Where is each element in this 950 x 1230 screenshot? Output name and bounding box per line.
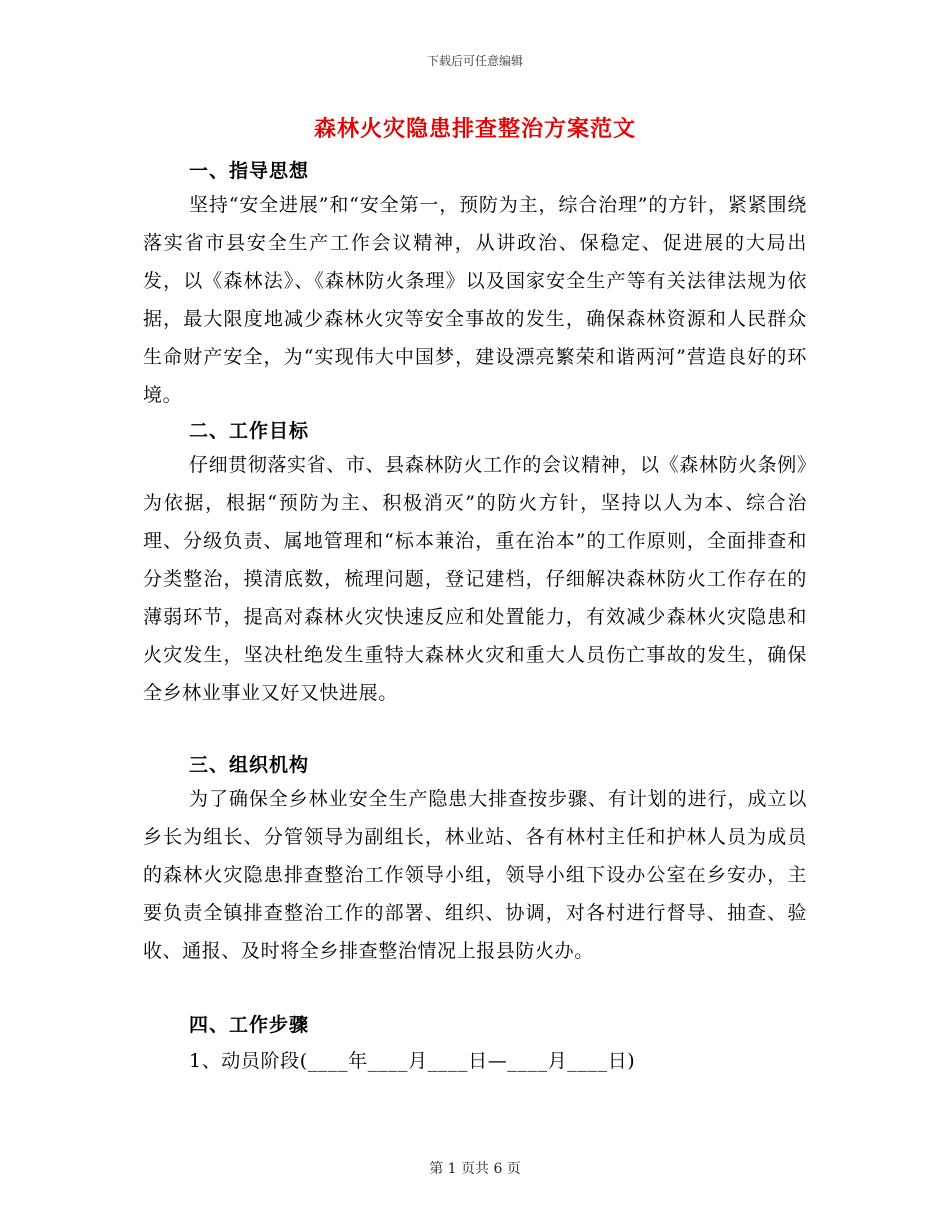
section-paragraph-3: 为了确保全乡林业安全生产隐患大排查按步骤、有计划的进行，成立以乡长为组长、分管领导为副组长，林业站、各有林村主任和护林人员为成员的森林火灾隐患排查整治工作领导小组，领导小组下设办公室在乡安办，主要负责全镇排查整治工作的部署、组织、协调，对各村进行督导、抽查、验收、通报、及时将全乡排查整治情况上报县防火办。	[143, 788, 807, 962]
step-1-line: 1、动员阶段(____年____月____日—____月____日)	[189, 1050, 636, 1072]
section-heading-3: 三、组织机构	[189, 754, 310, 776]
document-title: 森林火灾隐患排查整治方案范文	[313, 116, 636, 142]
section-heading-2: 二、工作目标	[189, 420, 310, 442]
section-heading-4: 四、工作步骤	[189, 1014, 310, 1036]
section-paragraph-1: 坚持“安全进展”和“安全第一，预防为主，综合治理”的方针，紧紧围绕落实省市县安全生产工作会议精神，从讲政治、保稳定、促进展的大局出发，以《森林法》、《森林防火条理》以及国家安全生产等有关法律法规为依据，最大限度地减少森林火灾等安全事故的发生，确保森林资源和人民群众生命财产安全，为“实现伟大中国梦，建设漂亮繁荣和谐两河”营造良好的环境。	[143, 194, 807, 406]
page-footer: 第 1 页共 6 页	[429, 1161, 521, 1177]
header-note: 下载后可任意编辑	[426, 54, 523, 68]
section-paragraph-2: 仔细贯彻落实省、市、县森林防火工作的会议精神，以《森林防火条例》为依据，根据“预防为主、积极消灭”的防火方针，坚持以人为本、综合治理、分级负责、属地管理和“标本兼治，重在治本”的工作原则，全面排查和分类整治，摸清底数，梳理问题，登记建档，仔细解决森林防火工作存在的薄弱环节，提高对森林火灾快速反应和处置能力，有效减少森林火灾隐患和火灾发生，坚决杜绝发生重特大森林火灾和重大人员伤亡事故的发生，确保全乡林业事业又好又快进展。	[143, 454, 807, 704]
section-heading-1: 一、指导思想	[189, 160, 310, 182]
